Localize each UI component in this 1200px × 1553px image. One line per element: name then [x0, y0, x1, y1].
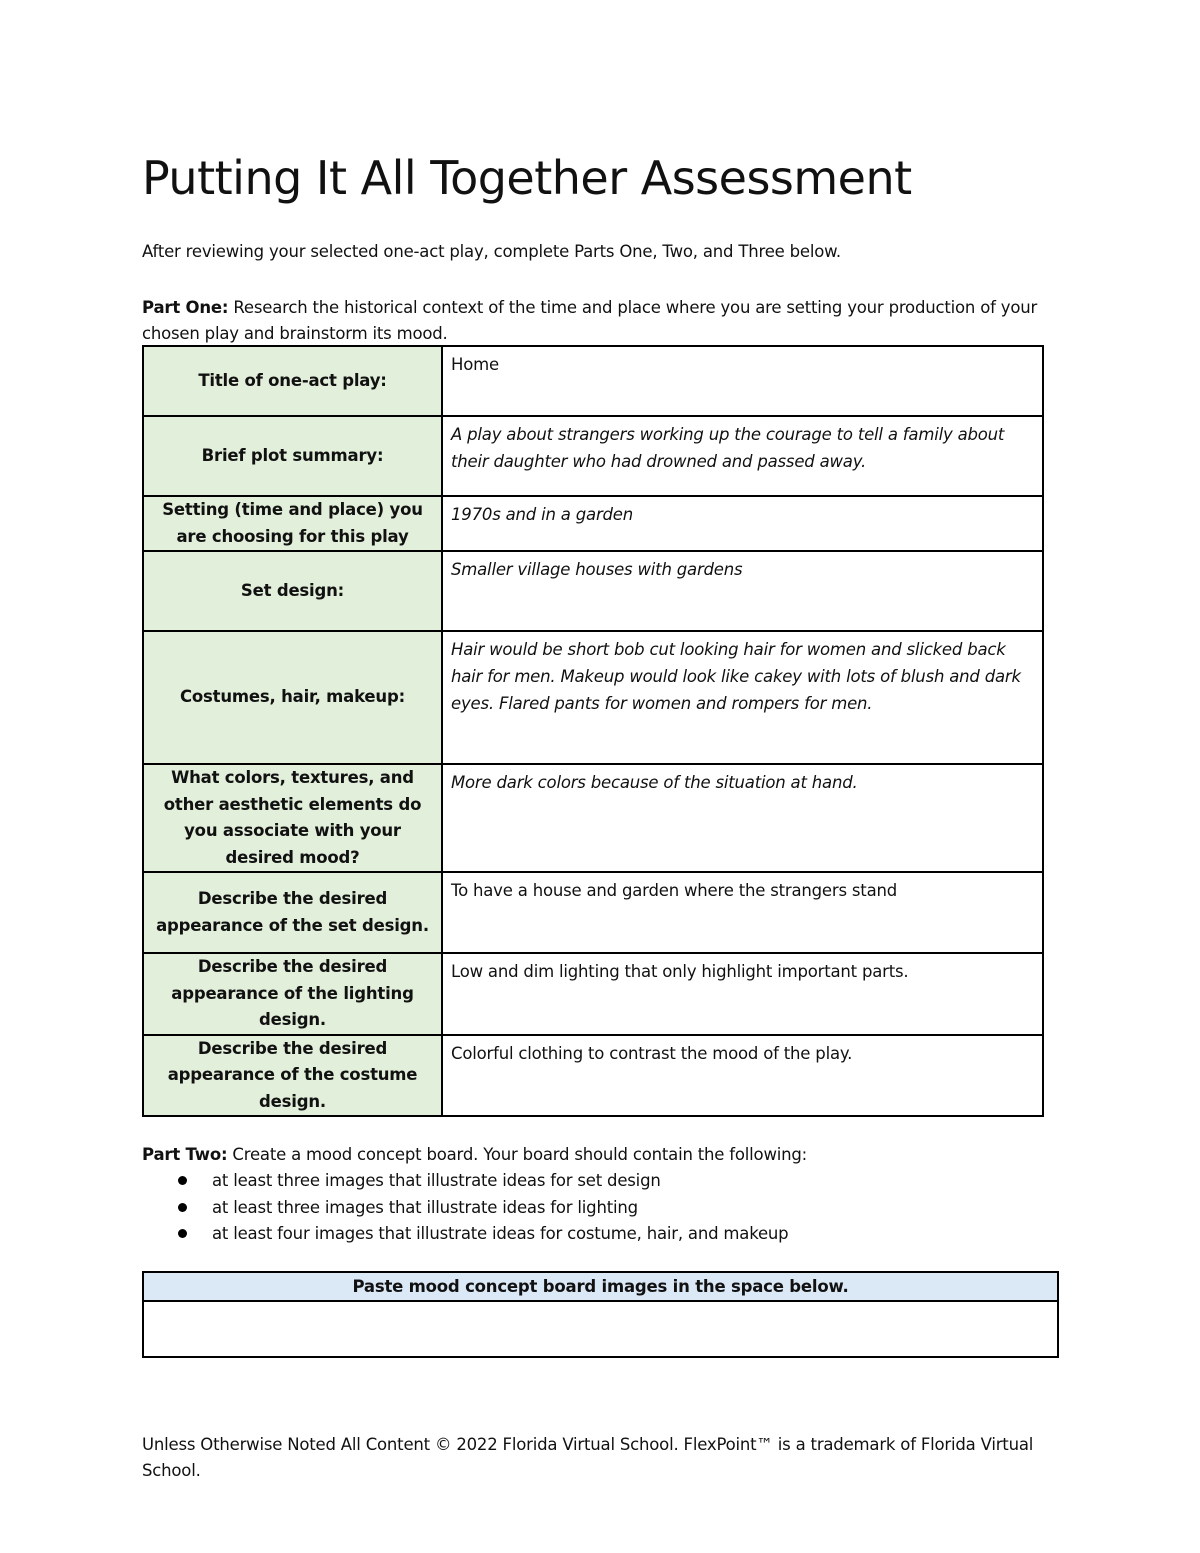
row-label-costume-appearance: Describe the desired appearance of the costume design. — [143, 1035, 442, 1117]
part-two-heading: Part Two: — [142, 1145, 228, 1164]
table-row — [143, 496, 1043, 551]
part-one-instructions — [142, 295, 1062, 347]
table-row — [143, 631, 1043, 764]
table-row — [143, 551, 1043, 631]
part-one-table — [142, 345, 1044, 1117]
row-value-set-design[interactable]: Smaller village houses with gardens — [442, 551, 1043, 631]
bullet-icon — [178, 1176, 187, 1185]
row-label-mood-elements: What colors, textures, and other aesthetic elements do you associate with your desired mood? — [143, 764, 442, 872]
part-one-text: Research the historical context of the time and place where you are setting your production of your chosen play and brainstorm its mood. — [142, 298, 1038, 343]
row-value-set-appearance[interactable]: To have a house and garden where the strangers stand — [442, 872, 1043, 953]
row-label-set-design: Set design: — [143, 551, 442, 631]
part-two-bullet-list — [142, 1168, 788, 1248]
row-value-costumes[interactable]: Hair would be short bob cut looking hair for women and slicked back hair for men. Makeup would look like cakey with lots of blush and dark eyes. Flared pants for women and rompers for men. — [442, 631, 1043, 764]
bullet-text-set-design: at least three images that illustrate ideas for set design — [212, 1171, 661, 1190]
bullet-icon — [178, 1229, 187, 1238]
bullet-text-lighting: at least three images that illustrate ideas for lighting — [212, 1197, 638, 1217]
table-row — [143, 1035, 1043, 1117]
table-row — [143, 872, 1043, 953]
row-label-setting: Setting (time and place) you are choosing for this play — [143, 496, 442, 551]
part-one-heading: Part One: — [142, 298, 229, 317]
table-row — [143, 953, 1043, 1035]
row-label-plot-summary: Brief plot summary: — [143, 416, 442, 496]
mood-board-paste-area[interactable] — [143, 1301, 1058, 1357]
row-label-title: Title of one-act play: — [143, 346, 442, 416]
table-row — [143, 764, 1043, 872]
mood-board-table — [142, 1271, 1059, 1358]
table-row — [143, 416, 1043, 496]
bullet-text-costume: at least four images that illustrate ideas for costume, hair, and makeup — [212, 1224, 789, 1243]
part-two-text: Create a mood concept board. Your board should contain the following: — [227, 1145, 808, 1164]
row-label-costumes: Costumes, hair, makeup: — [143, 631, 442, 764]
row-value-mood-elements[interactable]: More dark colors because of the situation at hand. — [442, 764, 1043, 872]
row-label-lighting-appearance: Describe the desired appearance of the lighting design. — [143, 953, 442, 1035]
bullet-icon — [178, 1203, 187, 1212]
page-title: Putting It All Together Assessment — [142, 151, 912, 205]
mood-board-header: Paste mood concept board images in the space below. — [143, 1272, 1058, 1301]
list-item — [142, 1221, 788, 1248]
table-row — [143, 346, 1043, 416]
row-value-setting[interactable]: 1970s and in a garden — [442, 496, 1043, 551]
row-value-plot-summary[interactable]: A play about strangers working up the courage to tell a family about their daughter who had drowned and passed away. — [442, 416, 1043, 496]
row-value-lighting-appearance[interactable]: Low and dim lighting that only highlight important parts. — [442, 953, 1043, 1035]
row-label-set-appearance: Describe the desired appearance of the set design. — [143, 872, 442, 953]
intro-text: After reviewing your selected one-act play, complete Parts One, Two, and Three below. — [142, 242, 841, 261]
part-two-instructions — [142, 1142, 807, 1168]
row-value-title[interactable]: Home — [442, 346, 1043, 416]
list-item — [142, 1168, 788, 1195]
row-value-costume-appearance[interactable]: Colorful clothing to contrast the mood of the play. — [442, 1035, 1043, 1117]
footer-copyright: Unless Otherwise Noted All Content © 2022 Florida Virtual School. FlexPoint™ is a trademark of Florida Virtual School. — [142, 1435, 1034, 1480]
list-item — [142, 1195, 788, 1222]
